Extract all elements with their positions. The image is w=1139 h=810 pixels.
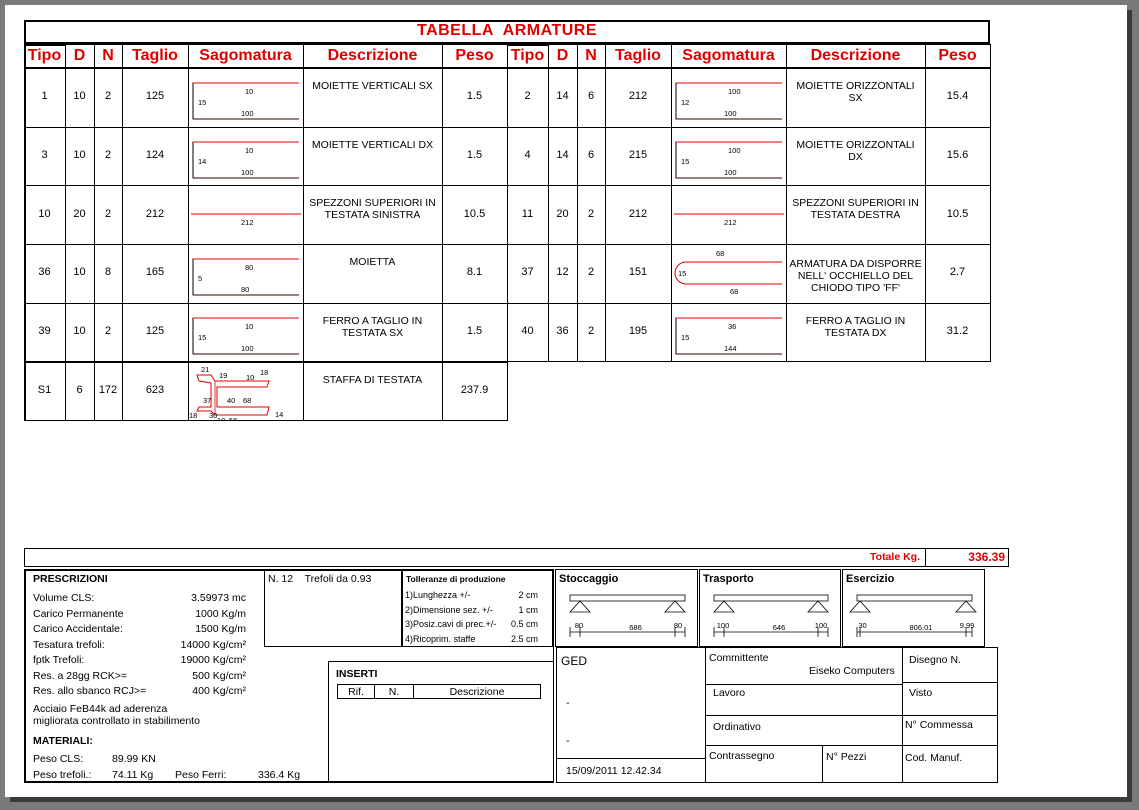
ordinativo-label: Ordinativo	[713, 721, 761, 733]
descrizione-text: MOIETTE VERTICALI SX	[312, 80, 433, 92]
tolleranza-value: 0.5 cm	[510, 619, 538, 629]
inserti-header-desc: Descrizione	[449, 686, 505, 698]
table-cell	[303, 68, 443, 128]
bar-shape-drawing	[189, 128, 303, 186]
n-value: 2	[104, 90, 112, 103]
n-value: 2	[587, 325, 595, 338]
shape-dimension-label: 10	[245, 87, 254, 96]
disegno-label: Disegno N.	[909, 654, 961, 666]
header-label: D	[556, 47, 569, 64]
n-value: 6	[587, 149, 595, 162]
header-label: D	[73, 47, 86, 64]
descrizione-text: SPEZZONI SUPERIORI IN TESTATA SINISTRA	[309, 197, 436, 222]
prescrizione-value: 400 Kg/cm²	[192, 685, 246, 697]
tipo-value: 37	[521, 266, 534, 279]
peso-value: 1.5	[466, 149, 483, 162]
prescrizione-value: 500 Kg/cm²	[192, 669, 246, 682]
scheme-drawing	[847, 590, 980, 645]
tipo-value: S1	[37, 383, 52, 396]
sagomatura-cell	[189, 186, 303, 244]
commessa-label: N° Commessa	[905, 719, 973, 731]
scheme-dimension-label: 30	[858, 621, 867, 630]
bar-shape-drawing	[189, 245, 303, 303]
sagomatura-cell	[672, 186, 786, 244]
peso-value: 15.6	[946, 149, 969, 162]
materiali-title: MATERIALI:	[33, 735, 93, 747]
d-value: 6	[76, 383, 83, 396]
lavoro-label: Lavoro	[713, 687, 746, 699]
taglio-value: 124	[145, 149, 165, 162]
scheme-drawing	[560, 590, 693, 645]
shape-dimension-label: 15	[198, 98, 207, 107]
tolleranza-label: 1)Lunghezza +/-	[405, 590, 471, 600]
prescrizione-label: fptk Trefoli:	[33, 654, 85, 666]
d-value: 20	[73, 207, 86, 220]
shape-dimension-label: 10	[217, 415, 226, 421]
shape-dimension-label: 15	[678, 269, 687, 279]
shape-dimension-label: 5	[198, 274, 203, 284]
peso-value: 237.9	[460, 383, 489, 396]
tipo-value: 10	[38, 207, 51, 220]
bar-shape-drawing	[189, 186, 303, 244]
n-value: 2	[104, 207, 112, 220]
bar-shape-drawing	[189, 363, 303, 421]
shape-dimension-label: 212	[241, 218, 254, 228]
peso-value: 8.1	[466, 266, 483, 279]
shape-dimension-label: 18	[189, 410, 198, 420]
sagomatura-cell	[189, 245, 303, 303]
cartiglio-hline	[705, 715, 998, 716]
bar-shape-drawing	[672, 186, 786, 244]
peso-value: 1.5	[466, 90, 483, 103]
tipo-value: 36	[38, 266, 51, 279]
tolleranza-value: 2.5 cm	[510, 633, 538, 644]
bar-shape-drawing	[672, 69, 786, 127]
pezzi-label: N° Pezzi	[826, 751, 867, 763]
prescrizione-value: 19000 Kg/cm²	[180, 654, 246, 666]
header-label: Taglio	[132, 47, 178, 64]
tipo-value: 3	[41, 149, 48, 162]
shape-dimension-label: 100	[724, 109, 737, 118]
shape-dimension-label: 40	[227, 395, 236, 405]
shape-dimension-label: 80	[241, 285, 250, 295]
n-value: 6	[587, 90, 595, 103]
n-value: 2	[104, 149, 112, 162]
codmanuf-label: Cod. Manuf.	[905, 752, 963, 764]
taglio-value: 215	[628, 149, 648, 162]
taglio-value: 623	[145, 383, 165, 396]
shape-dimension-label: 18	[260, 367, 269, 377]
taglio-value: 212	[628, 207, 648, 220]
shape-dimension-label: 14	[198, 156, 207, 166]
shape-dimension-label: 100	[724, 167, 737, 177]
prescrizione-value: 1500 Kg/m	[195, 623, 246, 635]
sagomatura-cell	[672, 245, 786, 303]
tipo-value: 1	[41, 90, 48, 103]
prescrizione-label: Tesatura trefoli:	[33, 638, 105, 651]
shape-dimension-label: 15	[198, 332, 207, 342]
shape-dimension-label: 100	[728, 145, 741, 155]
tolleranza-label: 4)Ricoprim. staffe	[405, 633, 476, 644]
totale-value: 336.39	[968, 550, 1005, 564]
cartiglio-vline	[822, 745, 823, 783]
descrizione-text: ARMATURA DA DISPORRE NELL' OCCHIELLO DEL CHIODO TIPO 'FF'	[789, 258, 922, 295]
descrizione-text: FERRO A TAGLIO IN TESTATA DX	[805, 314, 906, 339]
committente-label: Committente	[709, 652, 769, 664]
migliorata-text: migliorata controllato in stabilimento	[33, 715, 200, 727]
shape-dimension-label: 144	[724, 343, 737, 353]
prescrizione-label: Res. allo sbanco RCJ>=	[33, 685, 147, 697]
shape-dimension-label: 12	[681, 98, 690, 107]
table-cell	[303, 362, 443, 422]
visto-label: Visto	[909, 687, 933, 699]
prescrizione-value: 1000 Kg/m	[195, 607, 246, 620]
bar-shape-drawing	[672, 304, 786, 362]
sheet-shadow	[10, 797, 1132, 802]
shape-dimension-label: 14	[275, 409, 284, 419]
tipo-value: 4	[524, 149, 531, 162]
d-value: 36	[556, 325, 569, 338]
totale-row	[24, 548, 926, 567]
shape-dimension-label: 21	[201, 364, 210, 374]
d-value: 20	[556, 207, 569, 220]
scheme-title: Esercizio	[846, 573, 895, 585]
scheme-dimension-label: 9.99	[959, 621, 975, 630]
descrizione-text: MOIETTE ORIZZONTALI DX	[796, 138, 915, 163]
shape-dimension-label: 36	[728, 321, 737, 331]
tipo-value: 39	[38, 325, 51, 338]
peso-trefoli-label: Peso trefoli.:	[33, 769, 92, 781]
tolleranza-value: 2 cm	[518, 590, 538, 600]
n-value: 172	[98, 383, 118, 396]
peso-trefoli-value: 74.11 Kg	[112, 769, 154, 781]
scheme-title: Stoccaggio	[559, 573, 619, 585]
header-label: Peso	[938, 47, 977, 64]
sagomatura-cell	[189, 304, 303, 362]
shape-dimension-label: 100	[241, 109, 254, 118]
descrizione-text: MOIETTE ORIZZONTALI SX	[796, 80, 915, 104]
shape-dimension-label: 68	[243, 395, 252, 405]
descrizione-text: MOIETTE VERTICALI DX	[311, 138, 434, 151]
d-value: 14	[556, 90, 569, 103]
shape-dimension-label: 68	[716, 249, 725, 259]
peso-value: 10.5	[463, 207, 486, 220]
cartiglio-hline	[902, 682, 998, 683]
table-cell	[303, 244, 443, 304]
n-value: 8	[104, 266, 112, 279]
prescrizione-label: Volume CLS:	[33, 592, 95, 604]
bar-shape-drawing	[672, 245, 786, 303]
sagomatura-cell	[189, 363, 303, 421]
prescrizione-label: Carico Accidentale:	[33, 623, 123, 635]
tolleranze-title: Tolleranze di produzione	[406, 574, 506, 584]
inserti-header-n: N.	[388, 686, 400, 698]
bar-shape-drawing	[672, 128, 786, 186]
shape-dimension-label: 56	[229, 415, 238, 421]
inserti-title: INSERTI	[336, 668, 378, 680]
peso-value: 2.7	[949, 266, 966, 279]
descrizione-text: FERRO A TAGLIO IN TESTATA SX	[322, 314, 423, 339]
peso-value: 10.5	[946, 207, 969, 220]
inserti-header-rif: Rif.	[348, 686, 364, 698]
descrizione-text: MOIETTA	[349, 256, 396, 269]
shape-dimension-label: 10	[245, 145, 254, 155]
sagomatura-cell	[672, 69, 786, 127]
ged-date: 15/09/2011 12.42.34	[566, 765, 662, 777]
tolleranza-label: 3)Posiz.cavi di prec.+/-	[405, 619, 497, 629]
header-label: Sagomatura	[199, 47, 292, 64]
cartiglio-hline	[705, 684, 902, 685]
scheme-dimension-label: 806.01	[909, 623, 933, 632]
d-value: 10	[73, 90, 86, 103]
prescrizione-value: 3.59973 mc	[191, 592, 246, 604]
d-value: 10	[73, 149, 86, 162]
taglio-value: 165	[145, 266, 165, 279]
scheme-dimension-label: 686	[629, 623, 642, 632]
sagomatura-cell	[189, 128, 303, 186]
taglio-value: 195	[628, 325, 648, 338]
shape-dimension-label: 30	[209, 410, 218, 420]
n-value: 2	[587, 266, 595, 279]
taglio-value: 125	[145, 90, 165, 103]
contrassegno-label: Contrassegno	[709, 750, 775, 762]
scheme-dimension-label: 646	[772, 623, 786, 632]
ged-dash-2: -	[566, 735, 570, 747]
scheme-diagram	[704, 590, 836, 640]
peso-ferri-value: 336.4 Kg	[258, 769, 301, 781]
tipo-value: 2	[524, 90, 531, 103]
header-label: Peso	[455, 47, 494, 64]
scheme-diagram	[560, 590, 693, 640]
scheme-diagram	[847, 590, 980, 640]
shape-dimension-label: 15	[681, 332, 690, 342]
ged-title: GED	[561, 654, 588, 668]
tolleranza-value: 1 cm	[518, 604, 538, 615]
scheme-title: Trasporto	[703, 573, 754, 585]
tipo-value: 11	[521, 207, 534, 220]
shape-dimension-label: 68	[730, 287, 739, 297]
n-value: 2	[104, 325, 112, 338]
shape-dimension-label: 10	[245, 321, 254, 331]
shape-dimension-label: 80	[245, 263, 254, 273]
d-value: 10	[73, 266, 86, 279]
prescrizione-label: Res. a 28gg RCK>=	[33, 669, 127, 682]
shape-dimension-label: 10	[246, 372, 255, 382]
n-value: 2	[587, 207, 595, 220]
shape-dimension-label: 212	[724, 218, 737, 228]
peso-ferri-label: Peso Ferri:	[175, 769, 227, 781]
shape-dimension-label: 100	[241, 343, 254, 353]
scheme-dimension-label: 100	[814, 621, 828, 630]
prescrizioni-title: PRESCRIZIONI	[33, 573, 108, 585]
taglio-value: 125	[145, 325, 165, 338]
header-label: Tipo	[27, 47, 62, 64]
acciaio-text: Acciaio FeB44k ad aderenza	[33, 703, 168, 715]
scheme-dimension-label: 80	[574, 621, 584, 630]
peso-value: 1.5	[466, 325, 483, 338]
d-value: 12	[556, 266, 569, 279]
shape-dimension-label: 15	[681, 156, 690, 166]
cartiglio-hline	[705, 745, 998, 746]
peso-value: 31.2	[946, 325, 969, 338]
totale-label: Totale Kg.	[870, 551, 920, 563]
sagomatura-cell	[189, 69, 303, 127]
peso-cls-label: Peso CLS:	[33, 753, 84, 765]
header-label: Descrizione	[327, 47, 418, 64]
taglio-value: 212	[145, 207, 165, 220]
d-value: 10	[73, 325, 86, 338]
sagomatura-cell	[672, 128, 786, 186]
descrizione-text: STAFFA DI TESTATA	[322, 373, 423, 386]
d-value: 14	[556, 149, 569, 162]
header-label: Descrizione	[810, 47, 901, 64]
header-label: Sagomatura	[682, 47, 775, 64]
table-title: TABELLA ARMATURE	[416, 22, 598, 39]
sheet-shadow	[1127, 10, 1132, 802]
ged-dash-1: -	[566, 697, 570, 709]
tolleranza-label: 2)Dimensione sez. +/-	[405, 604, 493, 615]
shape-dimension-label: 19	[219, 370, 228, 380]
peso-value: 15.4	[946, 90, 969, 103]
header-label: N	[102, 47, 114, 64]
scheme-dimension-label: 100	[716, 621, 730, 630]
header-label: N	[585, 47, 597, 64]
shape-dimension-label: 37	[203, 395, 212, 405]
ged-divider	[556, 758, 706, 759]
peso-cls-value: 89.99 KN	[112, 753, 156, 765]
scheme-dimension-label: 80	[673, 621, 683, 630]
tipo-value: 40	[521, 325, 534, 338]
descrizione-text: SPEZZONI SUPERIORI IN TESTATA DESTRA	[792, 197, 919, 222]
header-label: Taglio	[615, 47, 661, 64]
scheme-drawing	[704, 590, 836, 645]
prescrizione-value: 14000 Kg/cm²	[180, 638, 246, 651]
bar-shape-drawing	[189, 69, 303, 127]
committente-value: Eiseko Computers	[809, 665, 895, 677]
table-cell	[303, 127, 443, 187]
sagomatura-cell	[672, 304, 786, 362]
shape-dimension-label: 100	[241, 167, 254, 177]
prescrizione-label: Carico Permanente	[33, 607, 124, 620]
shape-dimension-label: 100	[728, 87, 741, 96]
header-label: Tipo	[510, 47, 545, 64]
bar-shape-drawing	[189, 304, 303, 362]
trefoli-text: N. 12 Trefoli da 0.93	[268, 573, 372, 585]
taglio-value: 151	[628, 266, 648, 279]
taglio-value: 212	[628, 90, 648, 103]
